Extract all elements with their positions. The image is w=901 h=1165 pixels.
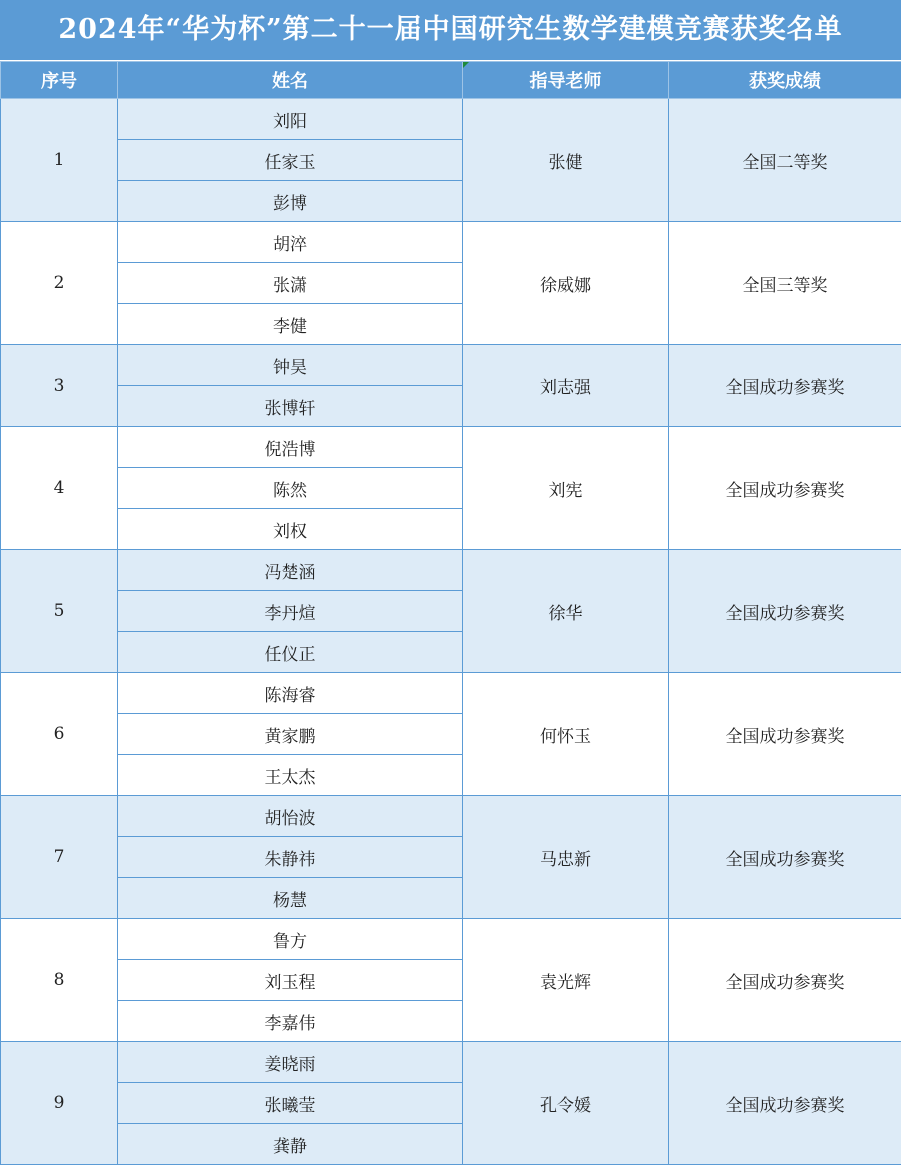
award-cell: 全国三等奖 xyxy=(669,222,901,345)
advisor-cell: 徐威娜 xyxy=(463,222,669,345)
advisor-cell: 徐华 xyxy=(463,550,669,673)
team-index-cell: 3 xyxy=(1,345,118,427)
member-name-cell: 冯楚涵 xyxy=(118,550,463,591)
table-body xyxy=(1,99,901,1165)
table-row xyxy=(1,550,901,591)
member-name-cell: 刘玉程 xyxy=(118,960,463,1001)
member-name-cell: 张博轩 xyxy=(118,386,463,427)
member-name-cell: 任仪正 xyxy=(118,632,463,673)
advisor-cell: 刘志强 xyxy=(463,345,669,427)
team-index-cell: 9 xyxy=(1,1042,118,1165)
award-cell: 全国成功参赛奖 xyxy=(669,427,901,550)
advisor-cell: 孔令媛 xyxy=(463,1042,669,1165)
member-name-cell: 任家玉 xyxy=(118,140,463,181)
award-table xyxy=(0,61,901,1165)
table-row xyxy=(1,345,901,386)
member-name-cell: 李健 xyxy=(118,304,463,345)
member-name-cell: 张曦莹 xyxy=(118,1083,463,1124)
advisor-cell: 何怀玉 xyxy=(463,673,669,796)
member-name-cell: 钟昊 xyxy=(118,345,463,386)
member-name-cell: 杨慧 xyxy=(118,878,463,919)
cell-comment-marker xyxy=(463,62,469,68)
member-name-cell: 鲁方 xyxy=(118,919,463,960)
award-cell: 全国二等奖 xyxy=(669,99,901,222)
member-name-cell: 张潇 xyxy=(118,263,463,304)
member-name-cell: 陈然 xyxy=(118,468,463,509)
award-cell: 全国成功参赛奖 xyxy=(669,673,901,796)
team-index-cell: 2 xyxy=(1,222,118,345)
member-name-cell: 朱静祎 xyxy=(118,837,463,878)
header-index: 序号 xyxy=(1,62,118,99)
table-row xyxy=(1,99,901,140)
header-row xyxy=(1,62,901,99)
member-name-cell: 刘权 xyxy=(118,509,463,550)
member-name-cell: 黄家鹏 xyxy=(118,714,463,755)
award-cell: 全国成功参赛奖 xyxy=(669,919,901,1042)
header-award: 获奖成绩 xyxy=(669,62,901,99)
member-name-cell: 李丹煊 xyxy=(118,591,463,632)
award-cell: 全国成功参赛奖 xyxy=(669,345,901,427)
sheet-title: 2024年“华为杯”第二十一届中国研究生数学建模竞赛获奖名单 xyxy=(0,0,901,61)
table-row xyxy=(1,222,901,263)
advisor-cell: 袁光辉 xyxy=(463,919,669,1042)
table-row xyxy=(1,1042,901,1083)
table-row xyxy=(1,673,901,714)
member-name-cell: 胡淬 xyxy=(118,222,463,263)
member-name-cell: 李嘉伟 xyxy=(118,1001,463,1042)
table-row xyxy=(1,919,901,960)
advisor-cell: 张健 xyxy=(463,99,669,222)
member-name-cell: 倪浩博 xyxy=(118,427,463,468)
header-advisor xyxy=(463,62,669,99)
advisor-cell: 马忠新 xyxy=(463,796,669,919)
header-name: 姓名 xyxy=(118,62,463,99)
team-index-cell: 4 xyxy=(1,427,118,550)
member-name-cell: 彭博 xyxy=(118,181,463,222)
header-advisor-label: 指导老师 xyxy=(530,71,602,92)
team-index-cell: 8 xyxy=(1,919,118,1042)
team-index-cell: 1 xyxy=(1,99,118,222)
award-cell: 全国成功参赛奖 xyxy=(669,1042,901,1165)
team-index-cell: 7 xyxy=(1,796,118,919)
team-index-cell: 5 xyxy=(1,550,118,673)
member-name-cell: 姜晓雨 xyxy=(118,1042,463,1083)
team-index-cell: 6 xyxy=(1,673,118,796)
table-row xyxy=(1,427,901,468)
member-name-cell: 陈海睿 xyxy=(118,673,463,714)
advisor-cell: 刘宪 xyxy=(463,427,669,550)
award-cell: 全国成功参赛奖 xyxy=(669,550,901,673)
member-name-cell: 王太杰 xyxy=(118,755,463,796)
award-cell: 全国成功参赛奖 xyxy=(669,796,901,919)
member-name-cell: 龚静 xyxy=(118,1124,463,1165)
member-name-cell: 胡怡波 xyxy=(118,796,463,837)
table-row xyxy=(1,796,901,837)
member-name-cell: 刘阳 xyxy=(118,99,463,140)
